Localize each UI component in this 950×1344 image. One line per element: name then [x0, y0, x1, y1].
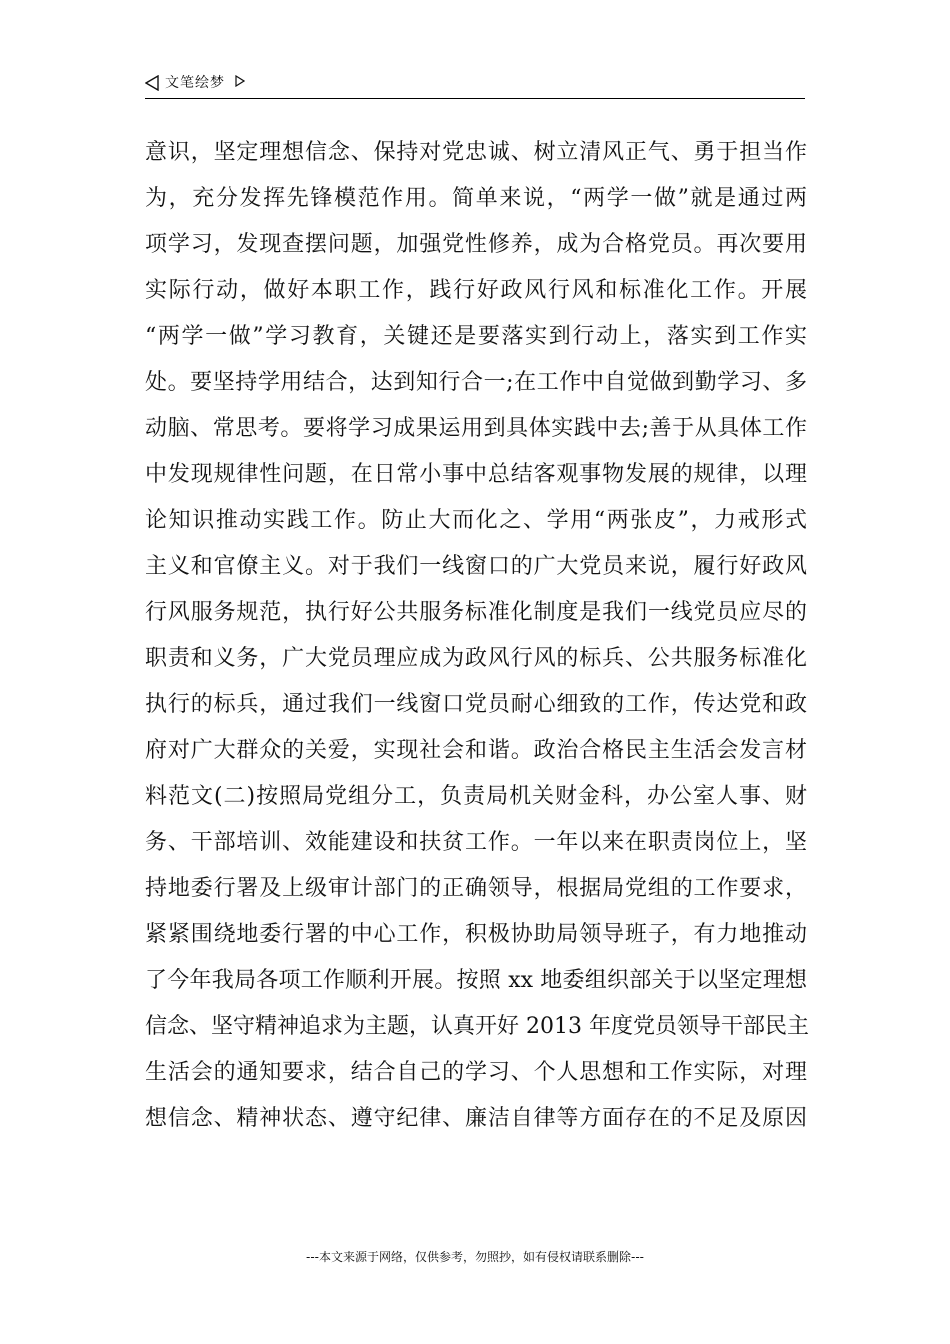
body-line: 府对广大群众的关爱，实现社会和谐。政治合格民主生活会发言材 — [145, 738, 807, 763]
body-line: 论知识推动实践工作。防止大而化之、学用“两张皮”，力戒形式 — [145, 508, 807, 533]
page-header — [145, 70, 805, 99]
body-line: 务、干部培训、效能建设和扶贫工作。一年以来在职责岗位上，坚 — [145, 830, 807, 855]
body-line: 执行的标兵，通过我们一线窗口党员耐心细致的工作，传达党和政 — [145, 692, 807, 717]
body-line: 主义和官僚主义。对于我们一线窗口的广大党员来说，履行好政风 — [145, 554, 807, 579]
brand-title: 文笔绘梦 — [165, 75, 225, 91]
body-line: 料范文(二)按照局党组分工，负责局机关财金科，办公室人事、财 — [145, 784, 807, 809]
body-line: 信念、坚守精神追求为主题，认真开好 2013 年度党员领导干部民主 — [145, 1014, 809, 1039]
body-line: 持地委行署及上级审计部门的正确领导，根据局党组的工作要求， — [145, 876, 807, 901]
body-line: 实际行动，做好本职工作，践行好政风行风和标准化工作。开展 — [145, 278, 807, 303]
body-line: 了今年我局各项工作顺利开展。按照 xx 地委组织部关于以坚定理想 — [145, 968, 807, 993]
body-line: 中发现规律性问题，在日常小事中总结客观事物发展的规律，以理 — [145, 462, 807, 487]
body-line: “两学一做”学习教育，关键还是要落实到行动上，落实到工作实 — [145, 324, 807, 349]
body-line: 项学习，发现查摆问题，加强党性修养，成为合格党员。再次要用 — [145, 232, 807, 257]
body-line: 为，充分发挥先锋模范作用。简单来说，“两学一做”就是通过两 — [145, 186, 807, 211]
body-line: 意识，坚定理想信念、保持对党忠诚、树立清风正气、勇于担当作 — [145, 140, 807, 165]
page-footer-disclaimer: ---本文来源于网络，仅供参考，勿照抄，如有侵权请联系删除--- — [306, 1250, 644, 1264]
document-body — [145, 130, 807, 1142]
body-line: 动脑、常思考。要将学习成果运用到具体实践中去;善于从具体工作 — [145, 416, 807, 441]
body-line: 想信念、精神状态、遵守纪律、廉洁自律等方面存在的不足及原因 — [145, 1106, 807, 1131]
body-line: 生活会的通知要求，结合自己的学习、个人思想和工作实际，对理 — [145, 1060, 807, 1085]
body-line: 行风服务规范，执行好公共服务标准化制度是我们一线党员应尽的 — [145, 600, 807, 625]
body-line: 紧紧围绕地委行署的中心工作，积极协助局领导班子，有力地推动 — [145, 922, 807, 947]
left-triangle-icon — [145, 75, 159, 91]
body-line: 职责和义务，广大党员理应成为政风行风的标兵、公共服务标准化 — [145, 646, 807, 671]
right-triangle-icon — [235, 75, 245, 87]
body-line: 处。要坚持学用结合，达到知行合一;在工作中自觉做到勤学习、多 — [145, 370, 807, 395]
